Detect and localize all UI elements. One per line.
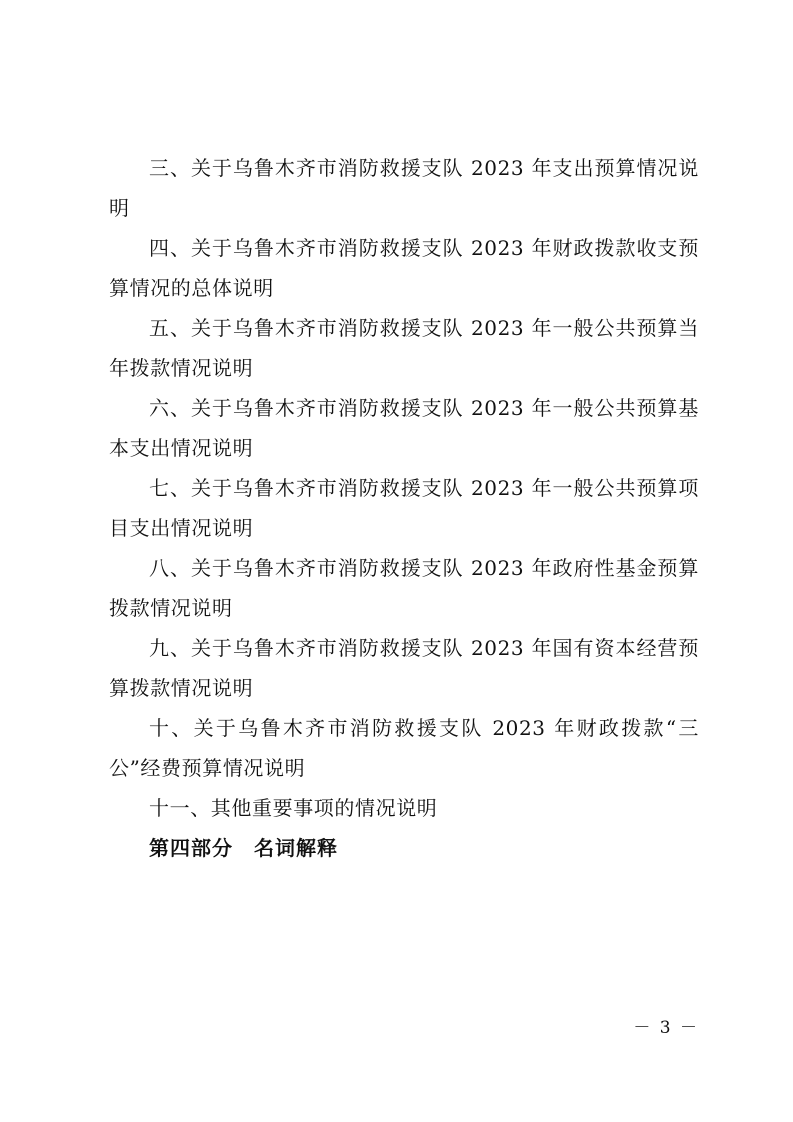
toc-item-11: 十一、其他重要事项的情况说明 [149, 796, 438, 820]
toc-item-6: 六、关于乌鲁木齐市消防救援支队 2023 年一般公共预算基本支出情况说明 [109, 396, 699, 460]
page-number: － 3 － [633, 1018, 699, 1038]
section-heading: 第四部分 名词解释 [149, 836, 338, 860]
toc-item-9: 九、关于乌鲁木齐市消防救援支队 2023 年国有资本经营预算拨款情况说明 [109, 636, 699, 700]
toc-item-7: 七、关于乌鲁木齐市消防救援支队 2023 年一般公共预算项目支出情况说明 [109, 476, 699, 540]
toc-item-8: 八、关于乌鲁木齐市消防救援支队 2023 年政府性基金预算拨款情况说明 [109, 556, 699, 620]
document-body [109, 148, 699, 868]
toc-item-5: 五、关于乌鲁木齐市消防救援支队 2023 年一般公共预算当年拨款情况说明 [109, 316, 699, 380]
toc-item-4: 四、关于乌鲁木齐市消防救援支队 2023 年财政拨款收支预算情况的总体说明 [109, 236, 699, 300]
toc-item-10: 十、关于乌鲁木齐市消防救援支队 2023 年财政拨款“三公”经费预算情况说明 [109, 716, 699, 780]
toc-item-3: 三、关于乌鲁木齐市消防救援支队 2023 年支出预算情况说明 [109, 156, 699, 220]
